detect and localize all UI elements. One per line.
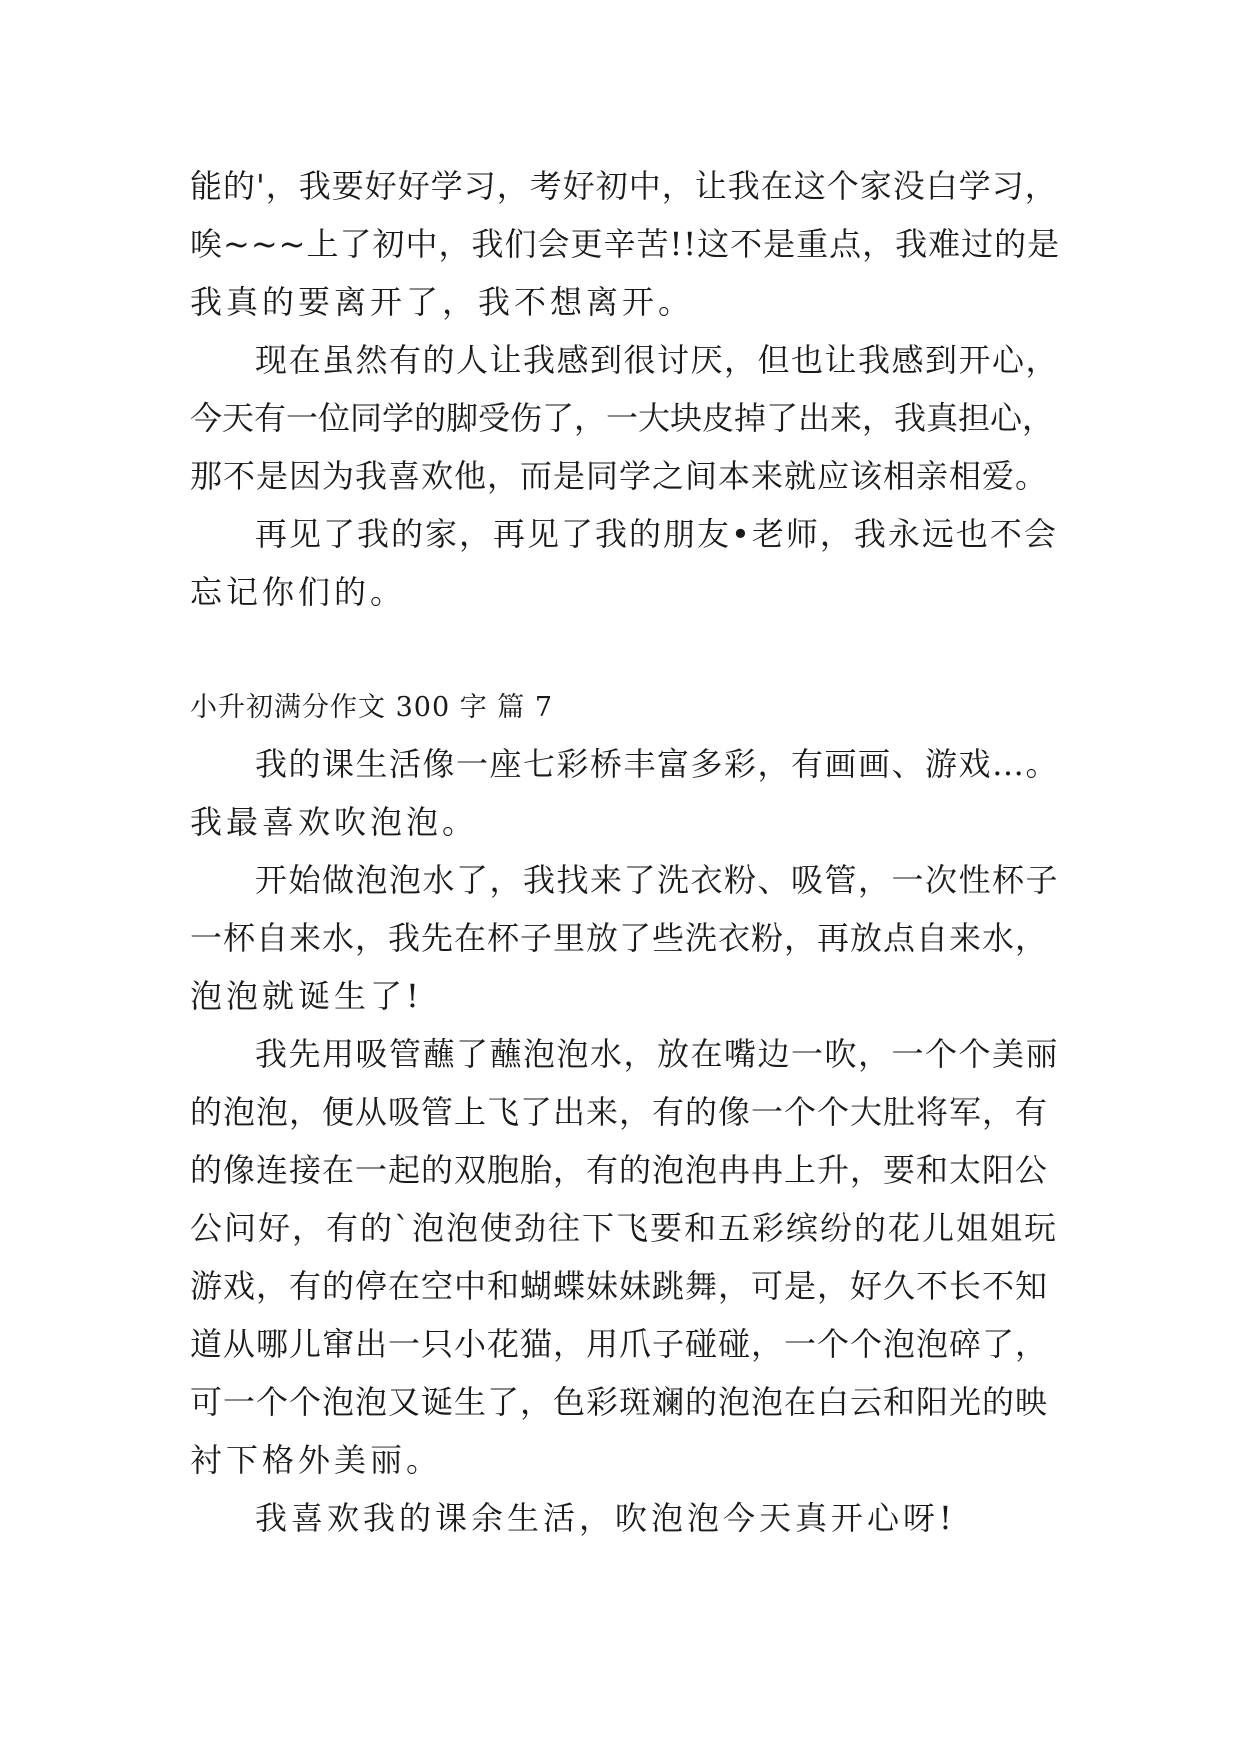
- text-line: 能的'，我要好好学习，考好初中，让我在这个家没白学习，: [190, 167, 1058, 205]
- text-line: 我真的要离开了，我不想离开。: [190, 283, 695, 321]
- paragraph-first-line: 我喜欢我的课余生活，吹泡泡今天真开心呀!: [255, 1499, 956, 1537]
- text-line: 衬下格外美丽。: [190, 1441, 443, 1479]
- text-line: 泡泡就诞生了!: [190, 977, 423, 1015]
- text-line: 的像连接在一起的双胞胎，有的泡泡冉冉上升，要和太阳公: [190, 1151, 1049, 1189]
- paragraph-first-line: 开始做泡泡水了，我找来了洗衣粉、吸管，一次性杯子: [255, 861, 1060, 899]
- paragraph-first-line: 我先用吸管蘸了蘸泡泡水，放在嘴边一吹，一个个美丽: [255, 1035, 1060, 1073]
- section-title: 小升初满分作文 300 字 篇 7: [190, 692, 554, 723]
- paragraph-first-line: 我的课生活像一座七彩桥丰富多彩，有画画、游戏…。: [255, 745, 1060, 783]
- paragraph-first-line: 再见了我的家，再见了我的朋友•老师，我永远也不会: [255, 515, 1058, 553]
- paragraph-first-line: 现在虽然有的人让我感到很讨厌，但也让我感到开心，: [255, 341, 1060, 379]
- text-line: 道从哪儿窜出一只小花猫，用爪子碰碰，一个个泡泡碎了，: [190, 1325, 1049, 1363]
- text-line: 今天有一位同学的脚受伤了，一大块皮掉了出来，我真担心，: [190, 399, 1055, 437]
- text-line: 那不是因为我喜欢他，而是同学之间本来就应该相亲相爱。: [190, 457, 1049, 495]
- text-line: 公问好，有的`泡泡使劲往下飞要和五彩缤纷的花儿姐姐玩: [190, 1209, 1059, 1247]
- text-line: 唉~~~上了初中，我们会更辛苦!!这不是重点，我难过的是: [190, 225, 1061, 263]
- text-line: 游戏，有的停在空中和蝴蝶妹妹跳舞，可是，好久不长不知: [190, 1267, 1049, 1305]
- text-line: 的泡泡，便从吸管上飞了出来，有的像一个个大肚将军，有: [190, 1093, 1049, 1131]
- text-line: 可一个个泡泡又诞生了，色彩斑斓的泡泡在白云和阳光的映: [190, 1383, 1049, 1421]
- text-line: 忘记你们的。: [190, 573, 407, 611]
- text-line: 我最喜欢吹泡泡。: [190, 803, 479, 841]
- text-line: 一杯自来水，我先在杯子里放了些洗衣粉，再放点自来水，: [190, 919, 1049, 957]
